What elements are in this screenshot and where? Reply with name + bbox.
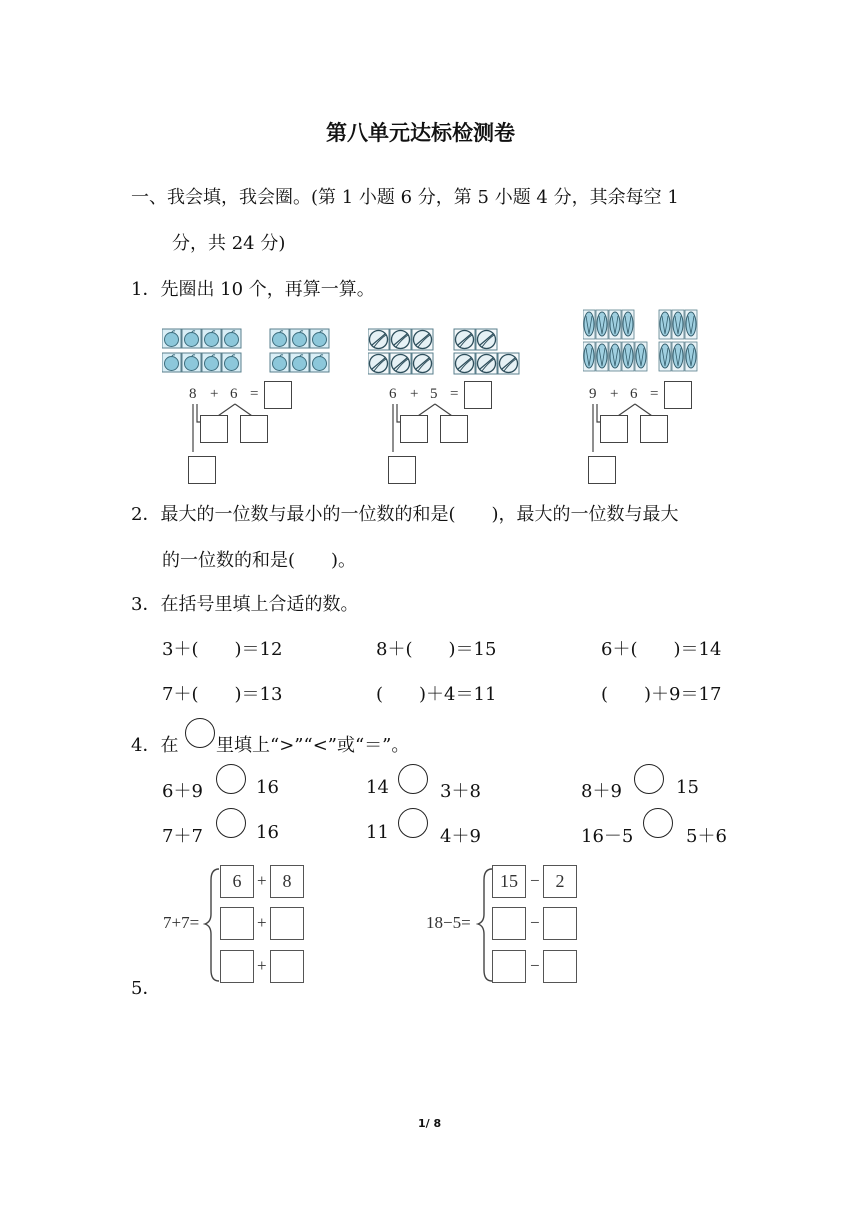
minus-sign: − [530,913,540,932]
fill-blank-item[interactable]: 8＋( )＝15 [376,639,497,660]
compare-left: 14 [366,777,389,798]
apple-picture-group [162,327,342,381]
question-1-label: 1．先圈出 10 个，再算一算。 [131,279,375,300]
result-box-2[interactable] [388,456,416,484]
addend-a-2: 6 [389,386,397,402]
plus-sign-3: + [610,386,619,402]
fill-blank-item[interactable]: ( )＋9＝17 [601,684,722,705]
answer-box-1[interactable] [264,381,292,409]
corn-icon [583,309,703,375]
fill-blank-item[interactable]: ( )＋4＝11 [376,684,497,705]
compare-right: 5＋6 [686,826,727,847]
split-box-2a[interactable] [400,415,428,443]
addend-box: 8 [270,865,304,898]
compare-left: 7＋7 [162,826,203,847]
expression-right: 18−5= [426,913,471,932]
plus-sign-1: + [210,386,219,402]
compare-right: 16 [256,822,279,843]
fill-blank-item[interactable]: 7＋( )＝13 [162,684,283,705]
answer-box[interactable] [220,950,254,983]
compare-right: 15 [676,777,699,798]
question-4-label-b: 里填上“>”“<”或“＝”。 [216,735,410,756]
ball-picture-group [368,327,528,381]
compare-left: 11 [366,822,389,843]
result-box-3[interactable] [588,456,616,484]
answer-box[interactable] [270,950,304,983]
split-box-3b[interactable] [640,415,668,443]
answer-box[interactable] [492,907,526,940]
plus-sign-2: + [410,386,419,402]
answer-box[interactable] [220,907,254,940]
plus-sign: + [257,956,267,975]
compare-circle[interactable] [216,808,246,838]
split-box-1b[interactable] [240,415,268,443]
section-heading-line1: 一、我会填，我会圈。(第 1 小题 6 分，第 5 小题 4 分，其余每空 1 [131,187,679,208]
answer-box[interactable] [543,950,577,983]
question-3-label: 3．在括号里填上合适的数。 [131,594,359,615]
split-box-1a[interactable] [200,415,228,443]
compare-circle[interactable] [398,764,428,794]
plus-sign: + [257,871,267,890]
compare-right: 3＋8 [440,781,481,802]
page-title: 第八单元达标检测卷 [326,121,515,145]
ball-icon [368,327,528,377]
circle-icon [185,718,215,748]
question-2-line2: 的一位数的和是( )。 [162,550,357,571]
page-number: 1/ 8 [418,1117,442,1130]
split-box-3a[interactable] [600,415,628,443]
equals-sign-2: = [450,386,459,402]
apple-icon [162,327,342,377]
question-4-label-a: 4．在 [131,735,179,756]
addend-a-3: 9 [589,386,597,402]
addend-box: 6 [220,865,254,898]
minuend-box: 15 [492,865,526,898]
compare-circle[interactable] [398,808,428,838]
question-2-line1: 2．最大的一位数与最小的一位数的和是( )，最大的一位数与最大 [131,504,679,525]
answer-box[interactable] [543,907,577,940]
compare-circle[interactable] [643,808,673,838]
equals-sign-3: = [650,386,659,402]
compare-left: 6＋9 [162,781,203,802]
equals-sign-1: = [250,386,259,402]
minus-sign: − [530,871,540,890]
answer-box-3[interactable] [664,381,692,409]
compare-circle[interactable] [634,764,664,794]
plus-sign: + [257,913,267,932]
addend-b-1: 6 [230,386,238,402]
compare-right: 4＋9 [440,826,481,847]
result-box-1[interactable] [188,456,216,484]
compare-left: 8＋9 [581,781,622,802]
fill-blank-item[interactable]: 3＋( )＝12 [162,639,283,660]
answer-box[interactable] [492,950,526,983]
question-5-label: 5． [131,978,161,999]
expression-left: 7+7= [163,913,200,932]
fill-blank-item[interactable]: 6＋( )＝14 [601,639,722,660]
answer-box-2[interactable] [464,381,492,409]
addend-a-1: 8 [189,386,197,402]
compare-right: 16 [256,777,279,798]
answer-box[interactable] [270,907,304,940]
corn-picture-group [583,309,703,379]
addend-b-2: 5 [430,386,438,402]
subtrahend-box: 2 [543,865,577,898]
split-box-2b[interactable] [440,415,468,443]
compare-left: 16－5 [581,826,634,847]
section-heading-line2: 分，共 24 分) [172,233,286,254]
addend-b-3: 6 [630,386,638,402]
compare-circle[interactable] [216,764,246,794]
minus-sign: − [530,956,540,975]
